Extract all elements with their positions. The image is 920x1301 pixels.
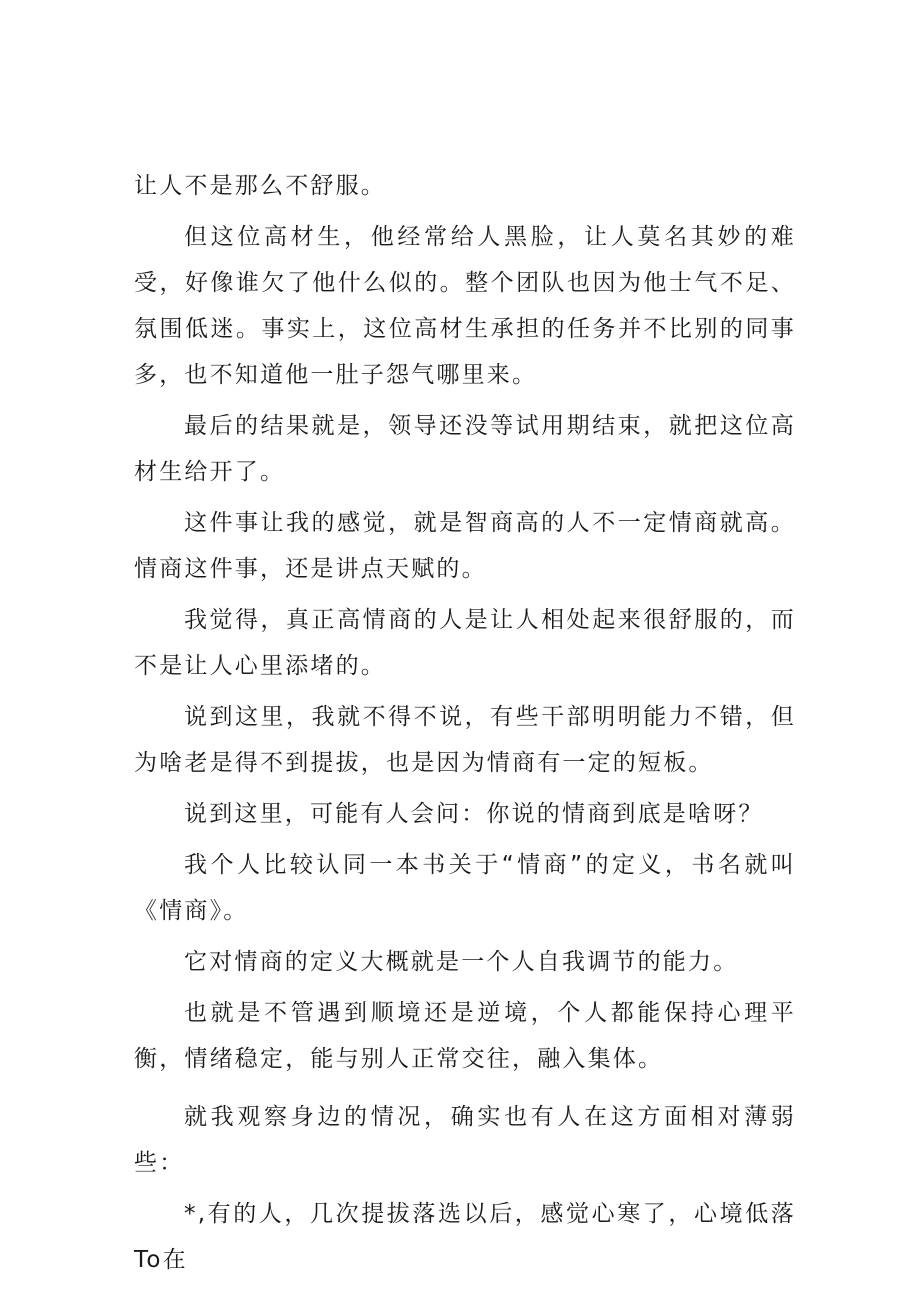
paragraph: 说到这里，我就不得不说，有些干部明明能力不错，但为啥老是得不到提拔，也是因为情商有一定的短板。 (134, 704, 796, 776)
paragraph: 这件事让我的感觉，就是智商高的人不一定情商就高。情商这件事，还是讲点天赋的。 (134, 510, 796, 582)
paragraph: 说到这里，可能有人会问：你说的情商到底是啥呀？ (184, 801, 764, 827)
body-text (134, 163, 796, 1283)
paragraph: 也就是不管遇到顺境还是逆境，个人都能保持心理平衡，情绪稳定，能与别人正常交往，融入集体。 (134, 1000, 796, 1072)
paragraph: 我个人比较认同一本书关于“情商”的定义，书名就叫《情商》。 (134, 852, 796, 924)
paragraph: 它对情商的定义大概就是一个人自我调节的能力。 (184, 949, 739, 975)
paragraph: 但这位高材生，他经常给人黑脸，让人莫名其妙的难受，好像谁欠了他什么似的。整个团队也因为他士气不足、氛围低迷。事实上，这位高材生承担的任务并不比别的同事多，也不知道他一肚子怨气哪里来。 (134, 224, 796, 388)
paragraph-continuation: 让人不是那么不舒服。 (134, 173, 386, 199)
paragraph: 我觉得，真正高情商的人是让人相处起来很舒服的，而不是让人心里添堵的。 (134, 607, 796, 679)
paragraph: 就我观察身边的情况，确实也有人在这方面相对薄弱些： (134, 1104, 796, 1176)
paragraph: 最后的结果就是，领导还没等试用期结束，就把这位高材生给开了。 (134, 413, 796, 485)
paragraph: *,有的人，几次提拔落选以后，感觉心寒了，心境低落To在 (134, 1201, 796, 1273)
